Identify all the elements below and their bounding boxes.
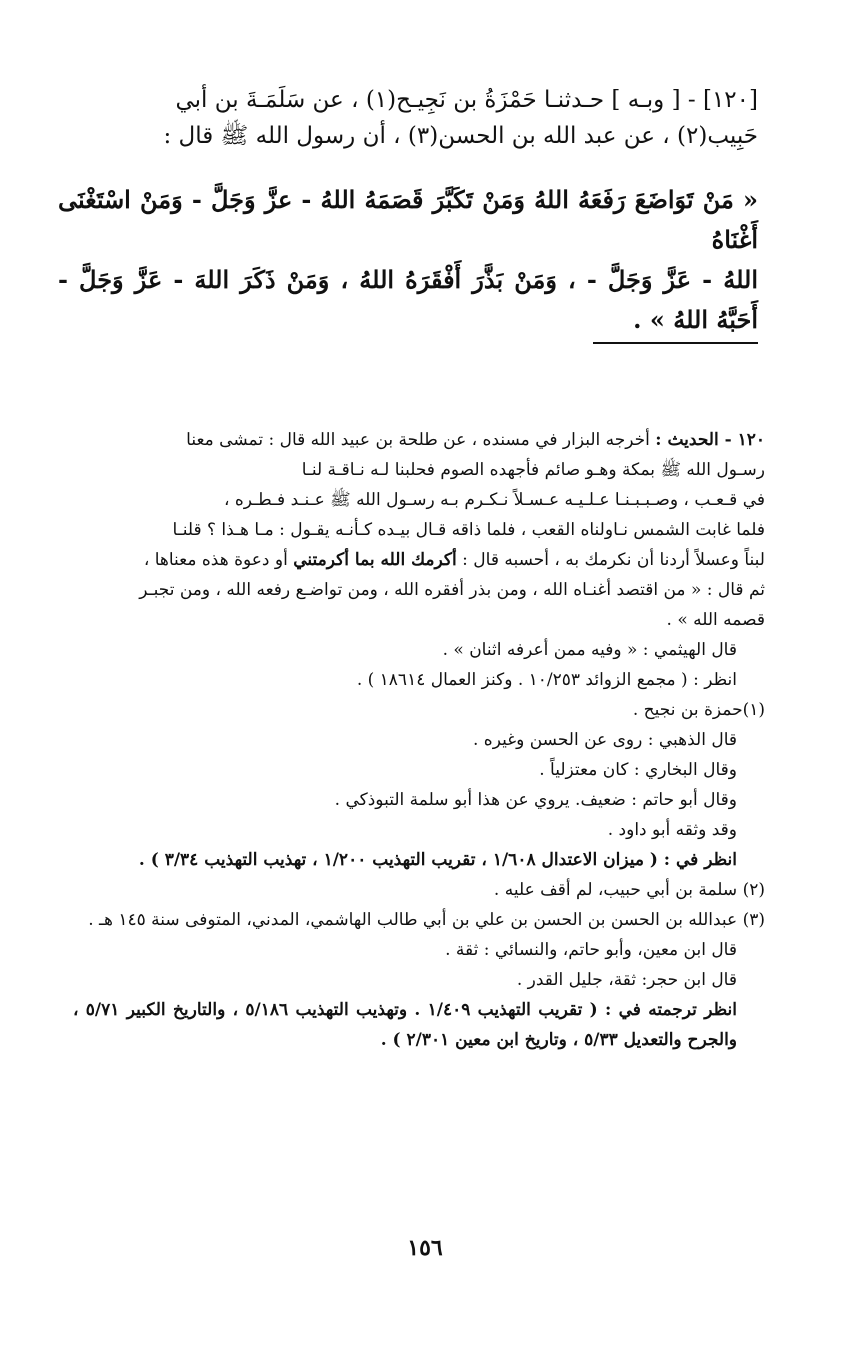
takhrij-line-2: رسـول الله ﷺ بمكة وهـو صائم فأجهده الصوم فحلبنا لـه نـاقـة لنـا [301,460,765,480]
takhrij-line-4: فلما غابت الشمس نـاولناه القعب ، فلما ذاقه قـال بيـده كـأنـه يقـول : مـا هـذا ؟ قلنـا [172,520,765,540]
note-3-line-1: قال ابن معين، وأبو حاتم، والنسائي : ثقة . [445,940,737,960]
takhrij-bold-phrase: أكرمك الله بما أكرمتني [293,550,457,570]
takhrij-text-5: لبناً وعسلاً أردنا أن نكرمك به ، أحسبه قال : [462,550,765,570]
footnotes [73,425,765,1055]
isnad-line-1: [١٢٠] - [ وبـه ] حـدثنـا حَمْزَةُ بن نَجِيـح(١) ، عن سَلَمَـةَ بن أبي [175,87,758,113]
takhrij-line-1 [73,425,765,455]
note-2: (٢) سلمة بن أبي حبيب، لم أقف عليه . [493,880,765,900]
takhrij-line-7: قصمه الله » . [666,610,765,630]
takhrij-text-1: أخرجه البزار في مسنده ، عن طلحة بن عبيد الله قال : تمشى معنا [186,430,650,450]
takhrij-after-bold: أو دعوة هذه معناها ، [143,550,288,570]
note-3-unzur: انظر ترجمته في : ( تقريب التهذيب ١/٤٠٩ . وتهذيب التهذيب ٥/١٨٦ ، والتاريخ الكبير ٥/٧١ ، والجرح والتعديل ٥/٣٣ ، وتاريخ ابن معين ٢/٣٠١ ) . [73,1000,737,1050]
matn-line-2: اللهُ - عَزَّ وَجَلَّ - ، وَمَنْ بَذَّرَ أَفْقَرَهُ اللهُ ، وَمَنْ ذَكَرَ اللهَ - عَزَّ وَجَلَّ - أَحَبَّهُ اللهُ » . [58,265,758,334]
note-1-line-2: وقال البخاري : كان معتزلياً . [539,760,737,780]
note-3-title: (٣) عبدالله بن الحسن بن الحسن بن علي بن أبي طالب الهاشمي، المدني، المتوفى سنة ١٤٥ هـ . [88,910,765,930]
page-number: ١٥٦ [407,1235,443,1261]
takhrij-line-3: في قـعـب ، وصـبـبـنـا عـلـيـه عـسـلاً نـكـرم بـه رسـول الله ﷺ عـنـد فـطـره ، [223,490,765,510]
note-1-line-4: وقد وثقه أبو داود . [607,820,737,840]
haythami-quote: قال الهيثمي : « وفيه ممن أعرفه اثنان » . [442,640,737,660]
hadith-isnad [58,82,758,154]
isnad-line-2: حَبِيب(٢) ، عن عبد الله بن الحسن(٣) ، أن رسول الله ﷺ قال : [163,123,758,149]
takhrij-line-6: ثم قال : « من اقتصد أغنـاه الله ، ومن بذر أفقره الله ، ومن تواضـع رفعه الله ، ومن تجبـر [139,580,765,600]
note-1-line-1: قال الذهبي : روى عن الحسن وغيره . [472,730,737,750]
takhrij-line-5 [73,545,765,575]
note-1-title: (١)حمزة بن نجيح . [632,700,765,720]
unzur-1: انظر : ( مجمع الزوائد ١٠/٢٥٣ . وكنز العمال ١٨٦١٤ ) . [356,670,737,690]
note-1-line-3: وقال أبو حاتم : ضعيف. يروي عن هذا أبو سلمة التبوذكي . [334,790,737,810]
matn-line-1: « مَنْ تَوَاضَعَ رَفَعَهُ اللهُ وَمَنْ تَكَبَّرَ قَصَمَهُ اللهُ - عزَّ وَجَلَّ - وَمَنْ اسْتَغْنَى أَغْنَاهُ [58,185,758,254]
note-3-line-2: قال ابن حجر: ثقة، جليل القدر . [516,970,737,990]
hadith-matn [58,180,758,340]
footnote-separator [593,342,758,344]
note-1-unzur: انظر في : ( ميزان الاعتدال ١/٦٠٨ ، تقريب التهذيب ١/٢٠٠ ، تهذيب التهذيب ٣/٣٤ ) . [138,850,737,870]
takhrij-label: ١٢٠ - الحديث : [655,430,765,450]
